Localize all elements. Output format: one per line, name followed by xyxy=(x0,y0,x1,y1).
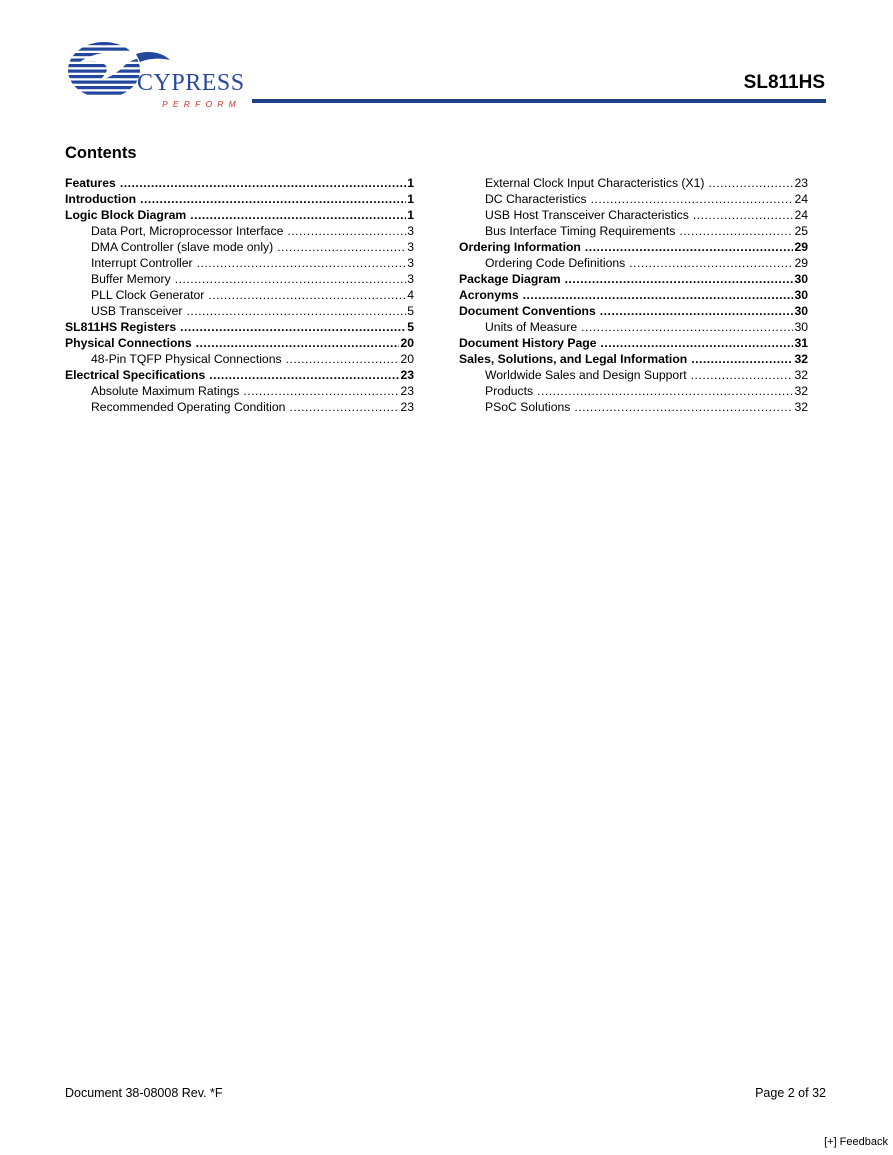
toc-entry-title: Recommended Operating Condition xyxy=(91,400,286,414)
toc-entry[interactable] xyxy=(459,191,808,207)
toc-entry[interactable] xyxy=(65,191,414,207)
toc-dot-leader xyxy=(600,335,793,351)
feedback-link[interactable]: [+] Feedback xyxy=(824,1136,888,1148)
toc-entry[interactable] xyxy=(459,383,808,399)
toc-entry-title: Interrupt Controller xyxy=(91,256,193,270)
toc-entry-title: Data Port, Microprocessor Interface xyxy=(91,224,284,238)
toc-entry-page: 25 xyxy=(794,224,808,238)
contents-heading: Contents xyxy=(65,144,137,162)
toc-entry-page: 24 xyxy=(794,208,808,222)
toc-entry-title: Units of Measure xyxy=(485,320,578,334)
toc-entry-title: DC Characteristics xyxy=(485,192,587,206)
toc-entry[interactable] xyxy=(65,239,414,255)
toc-entry[interactable] xyxy=(65,207,414,223)
toc-entry-title: Package Diagram xyxy=(459,272,561,286)
toc-entry[interactable] xyxy=(459,223,808,239)
toc-dot-leader xyxy=(289,399,399,415)
toc-entry-page: 32 xyxy=(794,352,808,366)
toc-entry[interactable] xyxy=(459,399,808,415)
toc-dot-leader xyxy=(574,399,793,415)
toc-entry[interactable] xyxy=(65,271,414,287)
toc-dot-leader xyxy=(523,287,794,303)
toc-entry-page: 30 xyxy=(794,288,808,302)
toc-dot-leader xyxy=(565,271,794,287)
toc-dot-leader xyxy=(585,239,794,255)
toc-entry-page: 5 xyxy=(407,320,414,334)
toc-dot-leader xyxy=(197,255,407,271)
toc-entry[interactable] xyxy=(65,287,414,303)
toc-entry-title: DMA Controller (slave mode only) xyxy=(91,240,274,254)
toc-dot-leader xyxy=(287,223,406,239)
toc-dot-leader xyxy=(537,383,793,399)
toc-entry[interactable] xyxy=(65,367,414,383)
toc-entry-page: 3 xyxy=(407,272,414,286)
toc-dot-leader xyxy=(581,319,793,335)
toc-entry-page: 30 xyxy=(794,272,808,286)
toc-entry[interactable] xyxy=(459,351,808,367)
toc-entry-page: 23 xyxy=(400,384,414,398)
toc-entry-title: USB Host Transceiver Characteristics xyxy=(485,208,689,222)
toc-entry-title: Products xyxy=(485,384,534,398)
toc-entry-page: 4 xyxy=(407,288,414,302)
toc-entry-page: 32 xyxy=(794,368,808,382)
toc-entry-title: Acronyms xyxy=(459,288,519,302)
toc-entry[interactable] xyxy=(65,351,414,367)
toc-entry-page: 1 xyxy=(407,208,414,222)
toc-entry-title: 48-Pin TQFP Physical Connections xyxy=(91,352,282,366)
toc-entry[interactable] xyxy=(65,319,414,335)
toc-dot-leader xyxy=(140,191,406,207)
toc-entry-page: 3 xyxy=(407,240,414,254)
toc-entry-page: 29 xyxy=(794,256,808,270)
toc-entry-page: 3 xyxy=(407,256,414,270)
toc-dot-leader xyxy=(679,223,793,239)
toc-entry[interactable] xyxy=(65,383,414,399)
toc-dot-leader xyxy=(629,255,793,271)
toc-entry[interactable] xyxy=(459,367,808,383)
toc-entry[interactable] xyxy=(459,207,808,223)
toc-entry[interactable] xyxy=(65,303,414,319)
toc-entry-title: Sales, Solutions, and Legal Information xyxy=(459,352,688,366)
toc-entry-title: Document Conventions xyxy=(459,304,596,318)
toc-dot-leader xyxy=(691,351,793,367)
toc-entry[interactable] xyxy=(65,175,414,191)
header-rule xyxy=(252,99,826,103)
toc-entry[interactable] xyxy=(459,319,808,335)
toc-dot-leader xyxy=(180,319,406,335)
toc-entry-title: PSoC Solutions xyxy=(485,400,571,414)
logo-tagline: PERFORM xyxy=(162,99,241,109)
toc-entry-title: Physical Connections xyxy=(65,336,192,350)
toc-dot-leader xyxy=(186,303,406,319)
toc-entry-title: PLL Clock Generator xyxy=(91,288,205,302)
toc-entry-title: External Clock Input Characteristics (X1) xyxy=(485,176,705,190)
toc-dot-leader xyxy=(277,239,406,255)
logo-wordmark: CYPRESS xyxy=(137,70,245,96)
toc-entry-page: 23 xyxy=(794,176,808,190)
toc-dot-leader xyxy=(600,303,794,319)
toc-entry[interactable] xyxy=(65,223,414,239)
toc-entry-page: 1 xyxy=(407,192,414,206)
product-title: SL811HS xyxy=(743,72,825,93)
toc-entry-title: Ordering Information xyxy=(459,240,581,254)
toc-entry[interactable] xyxy=(459,335,808,351)
toc-entry[interactable] xyxy=(65,399,414,415)
toc-entry-page: 23 xyxy=(400,400,414,414)
toc-entry[interactable] xyxy=(65,335,414,351)
toc-right-column xyxy=(459,175,808,415)
toc-dot-leader xyxy=(208,287,406,303)
toc-entry-page: 20 xyxy=(400,336,414,350)
toc-entry-page: 5 xyxy=(407,304,414,318)
toc-entry-title: Worldwide Sales and Design Support xyxy=(485,368,687,382)
toc-entry[interactable] xyxy=(459,239,808,255)
toc-entry-title: Absolute Maximum Ratings xyxy=(91,384,240,398)
toc-entry-page: 30 xyxy=(794,320,808,334)
toc-dot-leader xyxy=(691,367,794,383)
toc-dot-leader xyxy=(693,207,794,223)
toc-entry-title: Electrical Specifications xyxy=(65,368,206,382)
toc-entry[interactable] xyxy=(459,287,808,303)
toc-entry-page: 30 xyxy=(794,304,808,318)
toc-dot-leader xyxy=(708,175,793,191)
toc-entry-page: 32 xyxy=(794,384,808,398)
toc-entry-title: SL811HS Registers xyxy=(65,320,177,334)
toc-dot-leader xyxy=(243,383,399,399)
toc-dot-leader xyxy=(175,271,407,287)
toc-dot-leader xyxy=(196,335,400,351)
toc-left-column xyxy=(65,175,414,415)
toc-entry-page: 3 xyxy=(407,224,414,238)
toc-entry-title: Bus Interface Timing Requirements xyxy=(485,224,676,238)
toc-entry[interactable] xyxy=(459,175,808,191)
toc-entry-page: 20 xyxy=(400,352,414,366)
toc-entry-page: 23 xyxy=(400,368,414,382)
footer-page-number: Page 2 of 32 xyxy=(755,1086,826,1100)
toc-entry-title: Logic Block Diagram xyxy=(65,208,187,222)
toc-dot-leader xyxy=(120,175,406,191)
toc-entry-page: 31 xyxy=(794,336,808,350)
toc-dot-leader xyxy=(190,207,406,223)
toc-entry-page: 24 xyxy=(794,192,808,206)
toc-entry-page: 29 xyxy=(794,240,808,254)
toc-entry-title: Features xyxy=(65,176,116,190)
toc-entry[interactable] xyxy=(459,271,808,287)
toc-dot-leader xyxy=(591,191,794,207)
toc-entry-title: Introduction xyxy=(65,192,137,206)
toc-entry-page: 32 xyxy=(794,400,808,414)
toc-entry[interactable] xyxy=(65,255,414,271)
toc-dot-leader xyxy=(286,351,400,367)
toc-entry[interactable] xyxy=(459,303,808,319)
toc-entry-title: Ordering Code Definitions xyxy=(485,256,626,270)
toc-entry-page: 1 xyxy=(407,176,414,190)
toc-entry-title: Buffer Memory xyxy=(91,272,171,286)
toc-entry-title: USB Transceiver xyxy=(91,304,183,318)
toc-dot-leader xyxy=(209,367,399,383)
footer-document-number: Document 38-08008 Rev. *F xyxy=(65,1086,223,1100)
toc-entry-title: Document History Page xyxy=(459,336,597,350)
toc-entry[interactable] xyxy=(459,255,808,271)
